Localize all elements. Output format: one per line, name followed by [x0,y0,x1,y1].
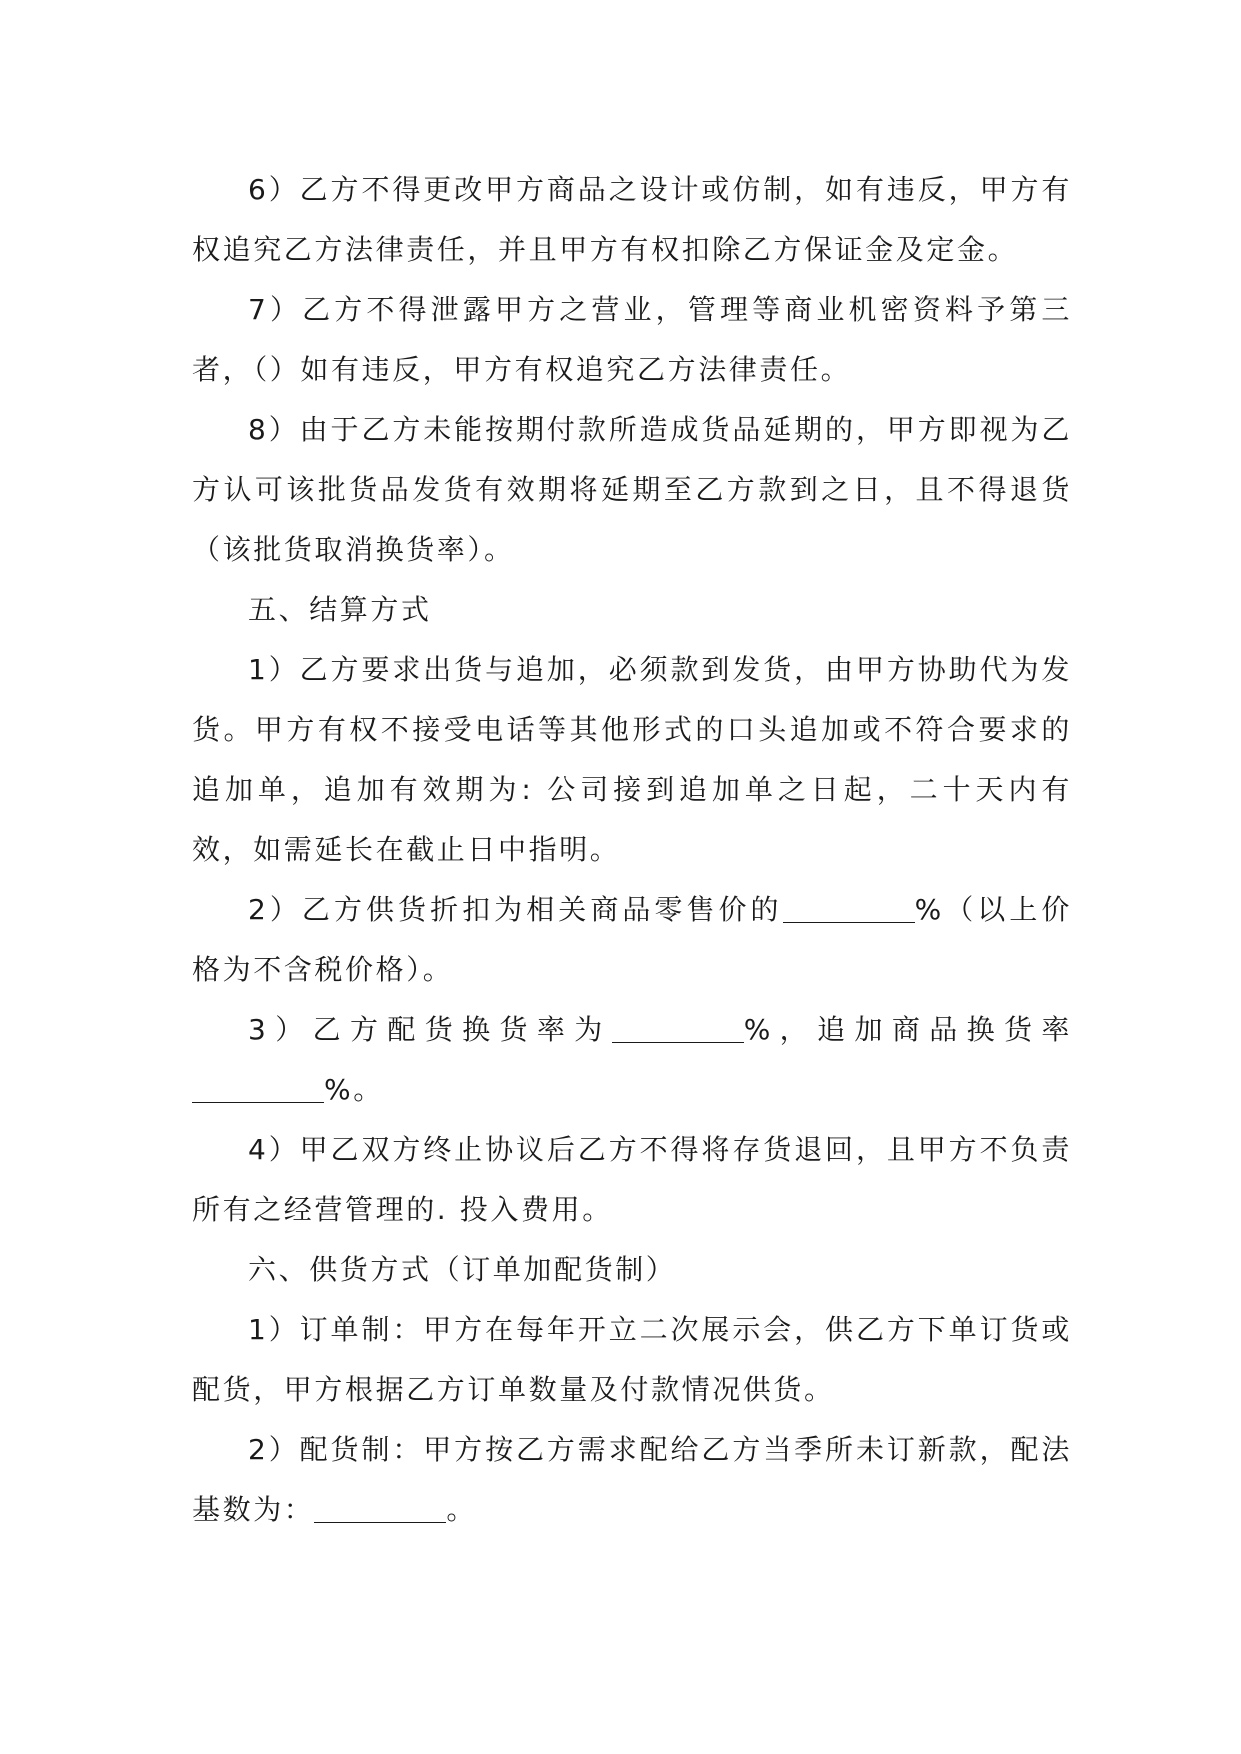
clause-8: 8）由于乙方未能按期付款所造成货品延期的，甲方即视为乙方认可该批货品发货有效期将延期至乙方款到之日，且不得退货（该批货取消换货率）。 [192,413,1072,566]
settlement-clause-3-text-after: %。 [324,1073,384,1106]
section-6-heading: 六、供货方式（订单加配货制） [248,1253,677,1286]
document-body [192,160,1072,1540]
settlement-clause-1: 1）乙方要求出货与追加，必须款到发货，由甲方协助代为发货。甲方有权不接受电话等其他形式的口头追加或不符合要求的追加单，追加有效期为: 公司接到追加单之日起，二十天内有效，如需延长在截止日中指明。 [192,653,1072,866]
section-5-heading: 五、结算方式 [248,593,432,626]
clause-6: 6）乙方不得更改甲方商品之设计或仿制，如有违反，甲方有权追究乙方法律责任，并且甲方有权扣除乙方保证金及定金。 [192,173,1072,266]
discount-blank[interactable] [783,892,915,923]
supply-clause-2-text-before: 2）配货制：甲方按乙方需求配给乙方当季所未订新款，配法基数为： [192,1433,1072,1526]
settlement-clause-2-text-before: 2）乙方供货折扣为相关商品零售价的 [248,893,783,926]
settlement-clause-3 [192,1000,1072,1120]
settlement-clause-3-text-middle: %，追加商品换货率 [743,1013,1072,1046]
allocation-base-blank[interactable] [314,1492,446,1523]
clause-7: 7）乙方不得泄露甲方之营业，管理等商业机密资料予第三者，（）如有违反，甲方有权追究乙方法律责任。 [192,293,1072,386]
settlement-clause-4: 4）甲乙双方终止协议后乙方不得将存货退回，且甲方不负责所有之经营管理的. 投入费用。 [192,1133,1072,1226]
settlement-clause-2-text-after: %（以上价格为不含税价格）。 [192,893,1072,986]
supply-clause-2 [192,1420,1072,1540]
settlement-clause-3-text-before: 3）乙方配货换货率为 [248,1013,612,1046]
additional-exchange-rate-blank[interactable] [192,1072,324,1103]
supply-clause-2-text-after: 。 [446,1493,478,1526]
settlement-clause-2 [192,880,1072,1000]
exchange-rate-blank[interactable] [612,1012,744,1043]
supply-clause-1: 1）订单制：甲方在每年开立二次展示会，供乙方下单订货或配货，甲方根据乙方订单数量及付款情况供货。 [192,1313,1072,1406]
